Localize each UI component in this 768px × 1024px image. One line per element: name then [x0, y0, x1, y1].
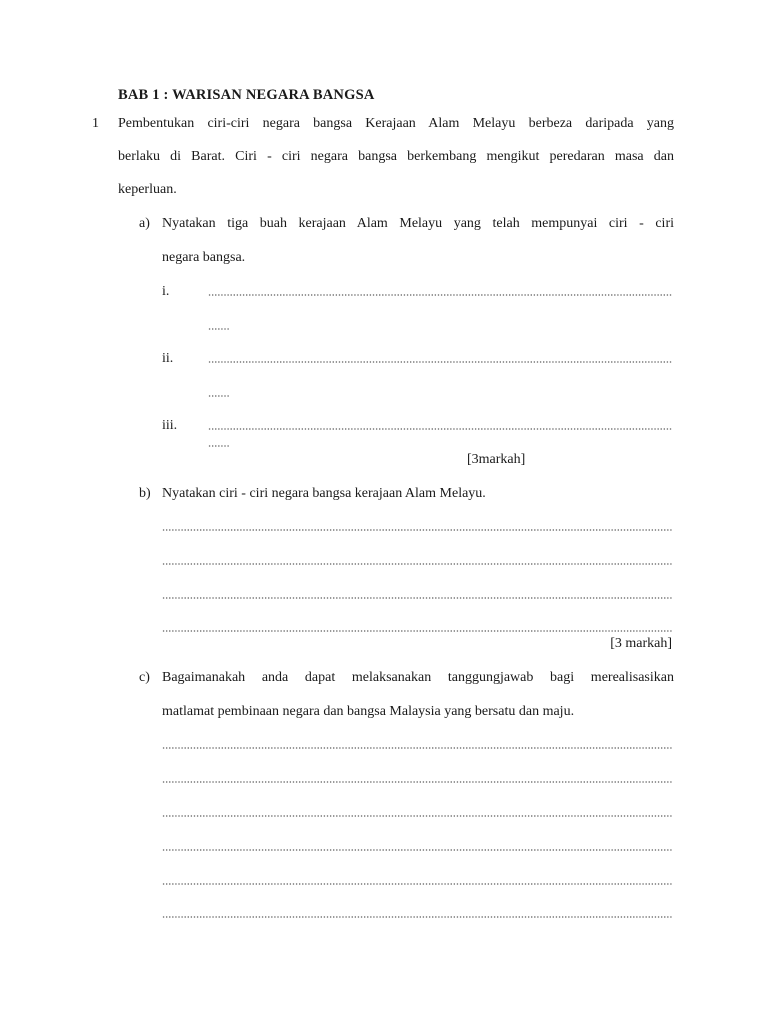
part-c-line-1: Bagaimanakah anda dapat melaksanakan tanggungjawab bagi merealisasikan	[162, 670, 674, 685]
answer-line[interactable]	[162, 849, 672, 851]
item-label-iii: iii.	[162, 418, 178, 433]
part-b-text: Nyatakan ciri - ciri negara bangsa kerajaan Alam Melayu.	[162, 486, 486, 501]
answer-line[interactable]	[208, 361, 672, 363]
part-a-line-2: negara bangsa.	[162, 250, 246, 265]
part-c-line-2: matlamat pembinaan negara dan bangsa Malaysia yang bersatu dan maju.	[162, 704, 575, 719]
part-c-label: c)	[139, 670, 150, 685]
answer-line[interactable]	[162, 883, 672, 885]
question-stem-line-1: Pembentukan ciri-ciri negara bangsa Kerajaan Alam Melayu berbeza daripada yang	[118, 116, 674, 131]
answer-line[interactable]	[162, 630, 672, 632]
item-label-i: i.	[162, 284, 170, 299]
answer-line[interactable]	[162, 747, 672, 749]
answer-line[interactable]	[208, 395, 230, 397]
answer-line[interactable]	[162, 563, 672, 565]
part-a-marks: [3markah]	[467, 452, 526, 467]
part-b-label: b)	[139, 486, 151, 501]
answer-line[interactable]	[162, 597, 672, 599]
answer-line[interactable]	[208, 294, 672, 296]
answer-line[interactable]	[162, 529, 672, 531]
answer-line[interactable]	[208, 328, 230, 330]
part-b-marks: [3 markah]	[610, 636, 672, 651]
answer-line[interactable]	[162, 916, 672, 918]
item-label-ii: ii.	[162, 351, 174, 366]
part-a-label: a)	[139, 216, 150, 231]
question-number: 1	[92, 116, 99, 131]
page-title: BAB 1 : WARISAN NEGARA BANGSA	[118, 87, 375, 103]
answer-line[interactable]	[208, 445, 230, 447]
question-stem-line-3: keperluan.	[118, 182, 177, 197]
answer-line[interactable]	[162, 815, 672, 817]
answer-line[interactable]	[208, 428, 672, 430]
answer-line[interactable]	[162, 781, 672, 783]
part-a-line-1: Nyatakan tiga buah kerajaan Alam Melayu yang telah mempunyai ciri - ciri	[162, 216, 674, 231]
question-stem-line-2: berlaku di Barat. Ciri - ciri negara bangsa berkembang mengikut peredaran masa dan	[118, 149, 674, 164]
